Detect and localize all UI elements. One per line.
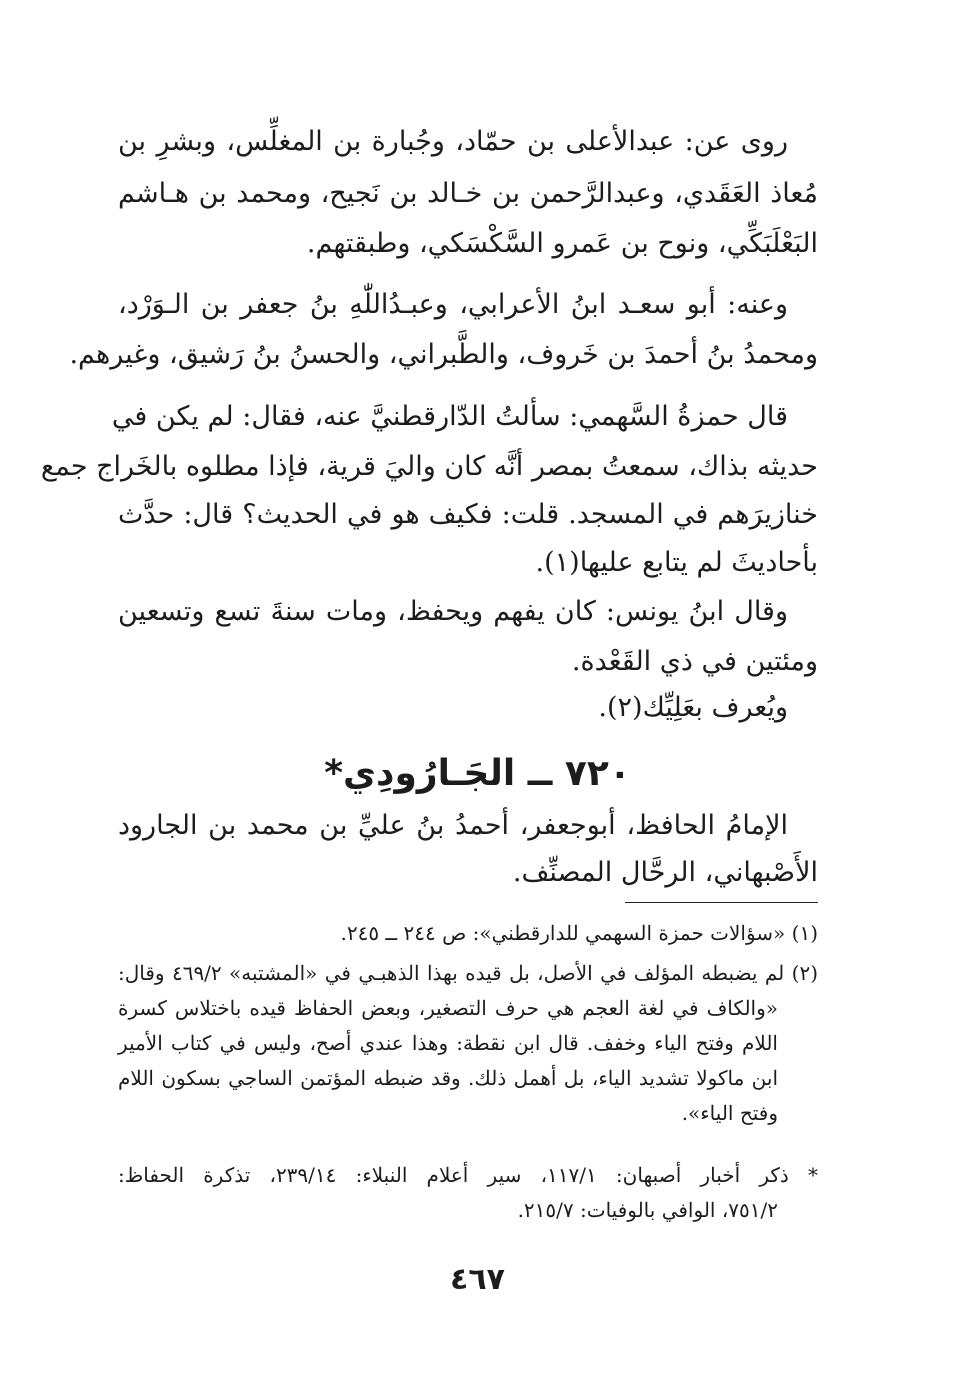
text-line: الإمامُ الحافظ، أبوجعفر، أحمدُ بنُ عليِّ بن محمد بن الجارود bbox=[118, 810, 788, 841]
text-line: ومئتين في ذي القَعْدة. bbox=[571, 646, 818, 677]
text-line: مُعاذ العَقَدي، وعبدالرَّحمن بن خـالد بن نَجيح، ومحمد بن هـاشم bbox=[118, 178, 818, 209]
footnote-line: ٧٥١/٢، الوافي بالوفيات: ٢١٥/٧. bbox=[517, 1198, 778, 1222]
text-line: وقال ابنُ يونس: كان يفهم ويحفظ، ومات سنةَ تسع وتسعين bbox=[118, 596, 788, 627]
footnote-line: اللام وفتح الياء وخفف. قال ابن نقطة: وهذا عندي أصح، وليس في كتاب الأمير bbox=[118, 1031, 778, 1055]
footnote-line: «والكاف في لغة العجم هي حرف التصغير، وبعض الحفاظ قيده باختلاس كسرة bbox=[118, 996, 778, 1020]
entry-heading: ٧٢٠ ــ الجَـارُودِي* bbox=[324, 753, 631, 794]
text-line: حديثه بذاك، سمعتُ بمصر أنَّه كان واليَ قرية، فإذا مطلوه بالخَراج جمع bbox=[40, 451, 818, 482]
footnote-line: وفتح الياء». bbox=[681, 1101, 778, 1125]
footnote-line: ابن ماكولا تشديد الياء، بل أهمل ذلك. وقد ضبطه المؤتمن الساجي بسكون اللام bbox=[118, 1066, 778, 1090]
text-line: الأَصْبهاني، الرحَّال المصنِّف. bbox=[512, 857, 818, 888]
text-line: روى عن: عبدالأعلى بن حمّاد، وجُبارة بن المغلِّس، وبشرِ بن bbox=[118, 126, 788, 157]
text-line: البَعْلَبَكِّي، ونوح بن عَمرو السَّكْسَكي، وطبقتهم. bbox=[306, 228, 818, 259]
text-line: بأحاديثَ لم يتابع عليها(١). bbox=[535, 547, 818, 578]
text-line: ومحمدُ بنُ أحمدَ بن خَروف، والطَّبراني، والحسنُ بنُ رَشيق، وغيرهم. bbox=[69, 339, 818, 370]
footnote-line: (٢) لم يضبطه المؤلف في الأصل، بل قيده بهذا الذهبـي في «المشتبه» ٤٦٩/٢ وقال: bbox=[118, 961, 818, 985]
text-line: قال حمزةُ السَّهمي: سألتُ الدّارقطنيَّ عنه، فقال: لم يكن في bbox=[111, 401, 788, 432]
paragraph-known-as: ويُعرف بعَلِيِّك(٢). bbox=[598, 692, 788, 723]
text-line: خنازيرَهم في المسجد. قلت: فكيف هو في الحديث؟ قال: حدَّث bbox=[118, 499, 818, 530]
footnote-1: (١) «سؤالات حمزة السهمي للدارقطني»: ص ٢٤٤ ــ ٢٤٥. bbox=[340, 921, 818, 945]
page-number: ٤٦٧ bbox=[450, 1262, 505, 1297]
text-line: وعنه: أبو سعـد ابنُ الأعرابي، وعبـدُاللّٰهِ بنُ جعفر بن الـوَرْد، bbox=[118, 289, 788, 320]
footnote-divider bbox=[625, 902, 818, 903]
footnote-line: * ذكر أخبار أصبهان: ١١٧/١، سير أعلام النبلاء: ٢٣٩/١٤، تذكرة الحفاظ: bbox=[118, 1163, 818, 1187]
